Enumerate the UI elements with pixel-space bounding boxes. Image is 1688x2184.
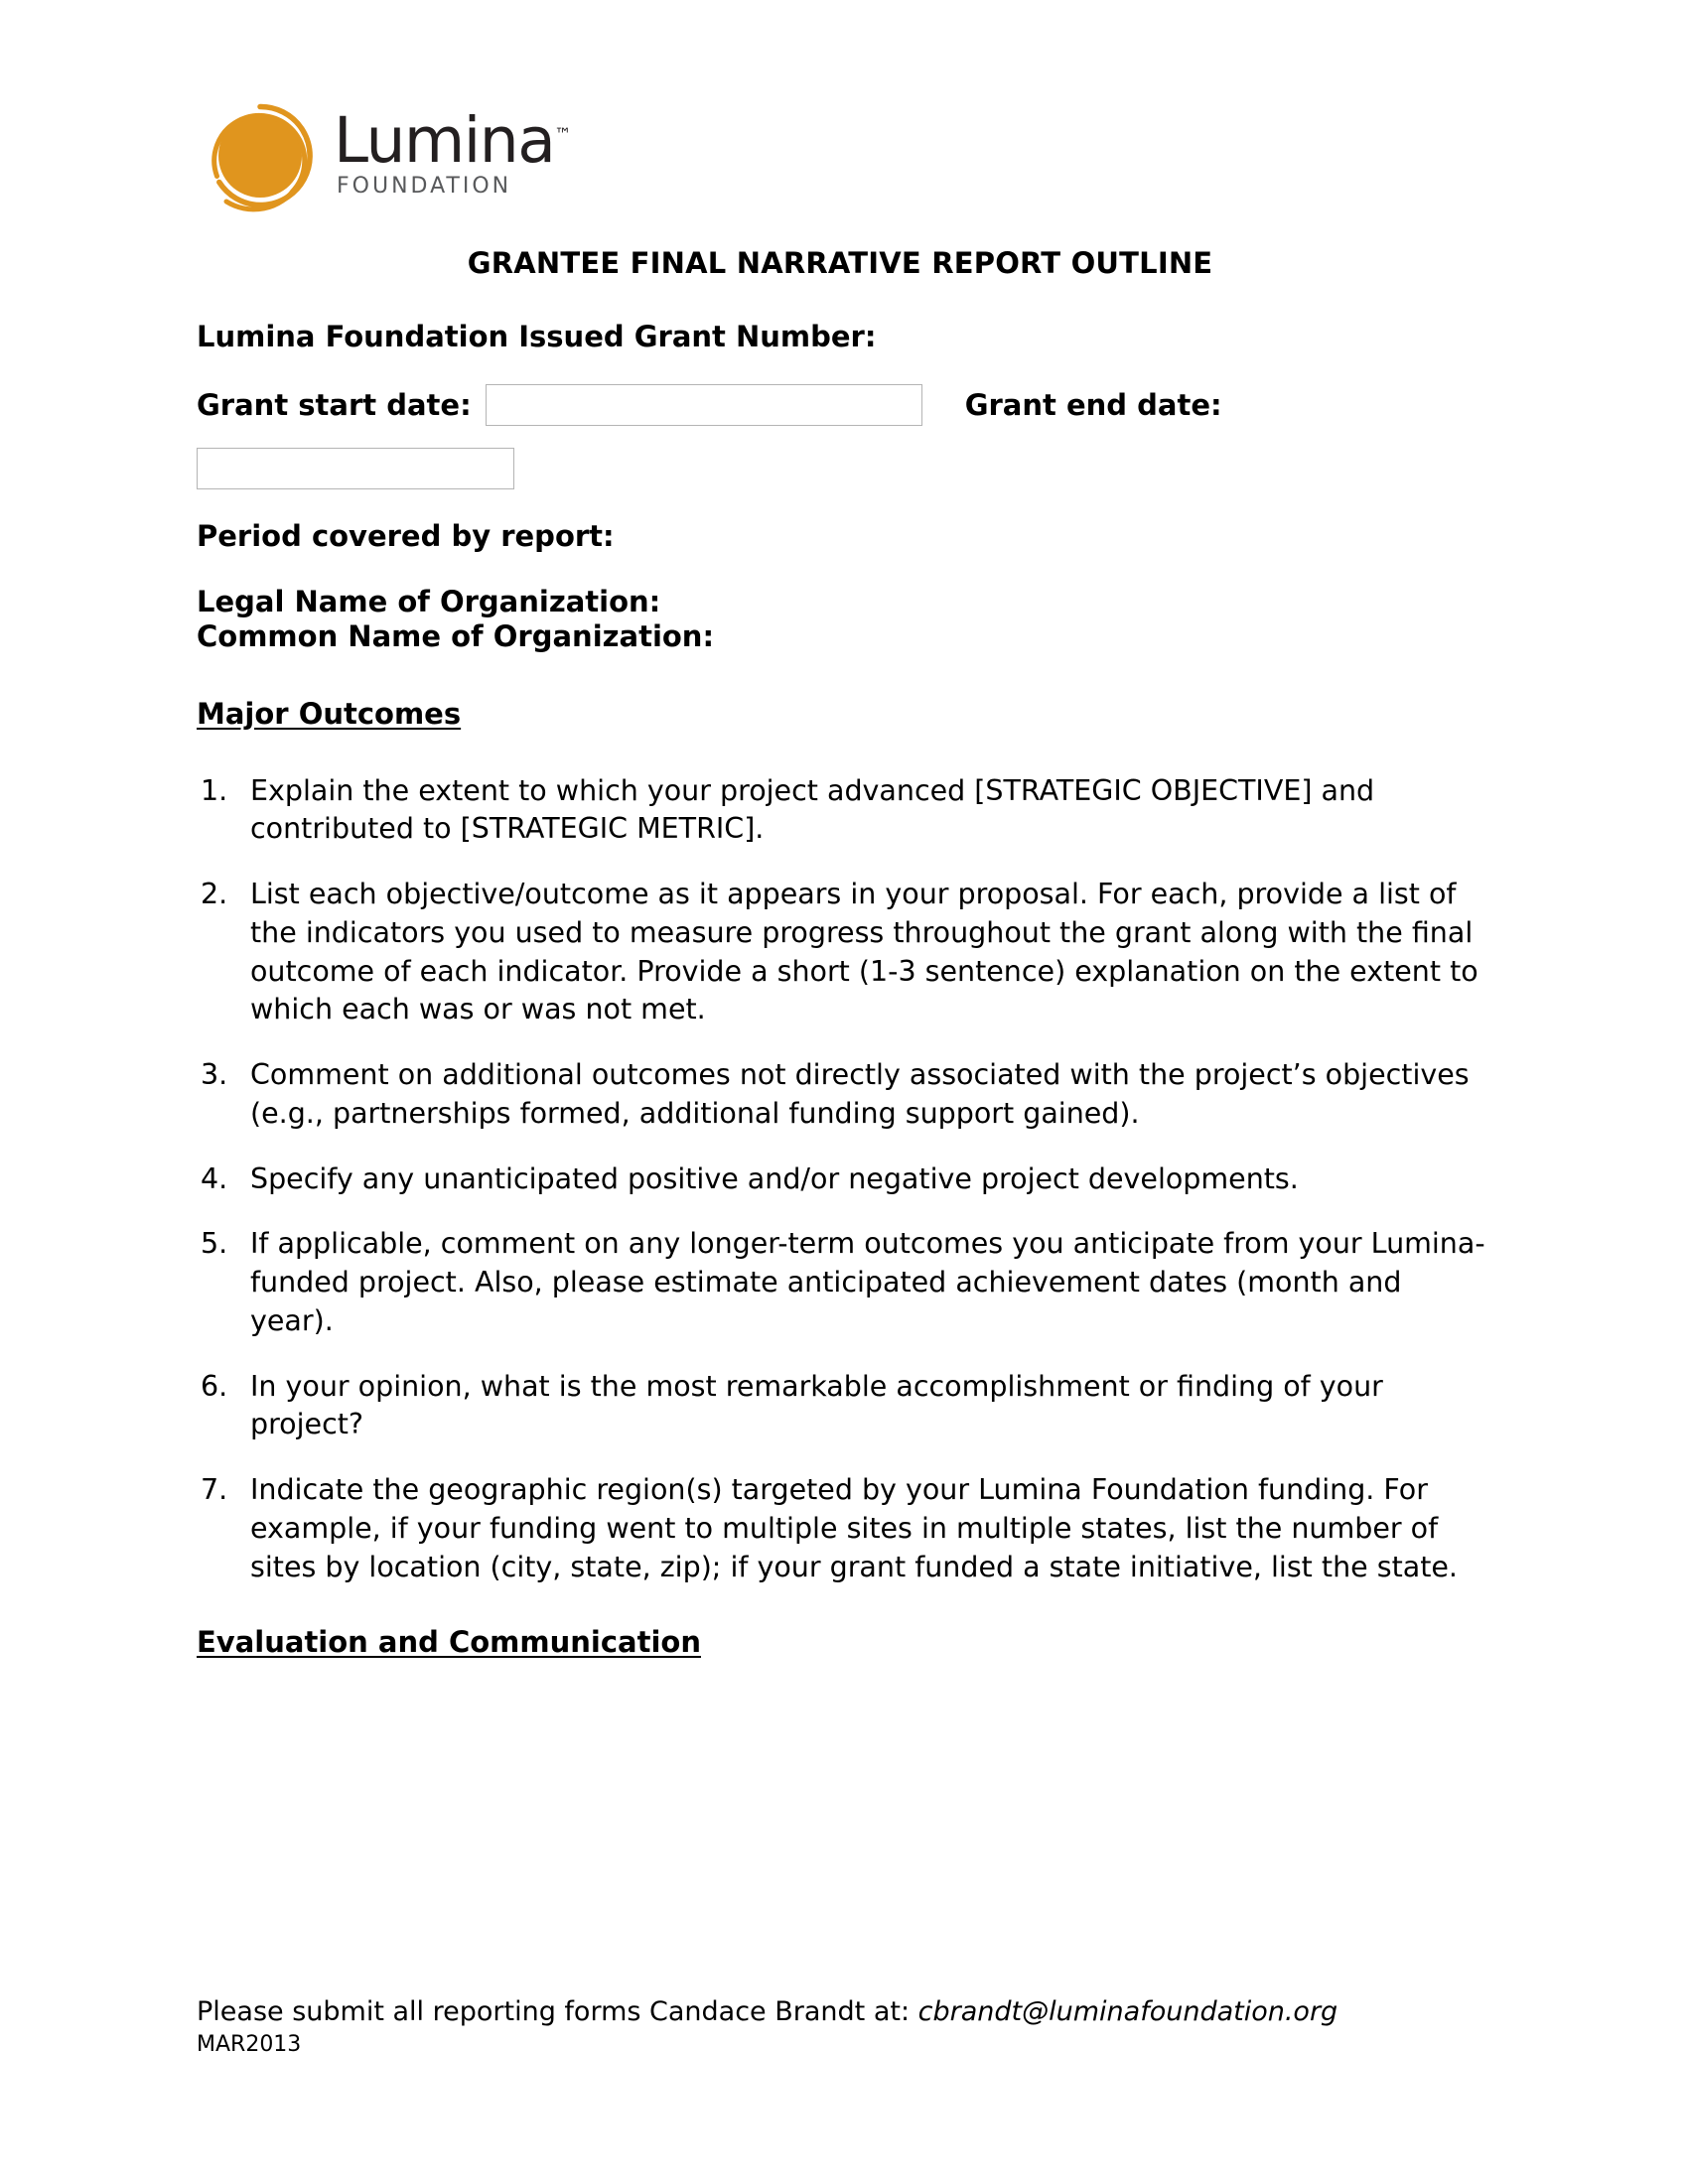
footer-revision-code: MAR2013 <box>197 2032 302 2058</box>
footer-submit-line <box>197 1995 1507 2029</box>
logo-lumina-label: Lumina <box>334 103 555 177</box>
major-outcomes-question-list <box>197 772 1487 1587</box>
grant-number-label: Lumina Foundation Issued Grant Number: <box>197 320 877 353</box>
logo-subtitle: FOUNDATION <box>337 174 512 200</box>
legal-name-label: Legal Name of Organization: <box>197 584 661 618</box>
page-title: GRANTEE FINAL NARRATIVE REPORT OUTLINE <box>467 246 1213 280</box>
page-footer <box>197 1995 1507 2060</box>
common-name-label: Common Name of Organization: <box>197 619 715 654</box>
spacer <box>197 489 1487 519</box>
lumina-foundation-logo <box>197 91 571 220</box>
spacer <box>197 555 1487 585</box>
list-item: Comment on additional outcomes not directly associated with the project’s objectives (e.g., partnerships formed, additional funding support gained). <box>250 1058 1470 1130</box>
grant-end-date-row <box>197 448 1487 489</box>
document-body <box>197 320 1487 1659</box>
grant-start-date-input[interactable] <box>486 384 922 426</box>
trademark-icon: ™ <box>554 124 572 145</box>
spacer <box>197 685 1487 697</box>
spacer <box>197 760 1487 772</box>
evaluation-heading-wrap <box>197 1625 1487 1659</box>
spacer <box>197 731 1487 760</box>
grant-end-date-label: Grant end date: <box>964 388 1222 423</box>
list-item: In your opinion, what is the most remarkable accomplishment or finding of your project? <box>250 1369 1383 1441</box>
grant-dates-row <box>197 384 1487 426</box>
period-covered-label: Period covered by report: <box>197 519 615 554</box>
grant-end-date-input[interactable] <box>197 448 514 489</box>
logo-wordmark-text <box>334 103 572 177</box>
major-outcomes-heading-wrap <box>197 697 1487 731</box>
footer-email-address[interactable]: cbrandt@luminafoundation.org <box>917 1996 1338 2027</box>
spacer <box>197 655 1487 685</box>
evaluation-and-communication-heading: Evaluation and Communication <box>197 1625 701 1660</box>
grant-start-date-label: Grant start date: <box>197 388 472 423</box>
footer-submit-text: Please submit all reporting forms Candace Brandt at: <box>197 1996 918 2027</box>
logo-wordmark <box>334 103 572 202</box>
list-item: Explain the extent to which your project advanced [STRATEGIC OBJECTIVE] and contributed to [STRATEGIC METRIC]. <box>250 773 1375 846</box>
lumina-sun-mark-icon <box>197 92 324 219</box>
major-outcomes-heading: Major Outcomes <box>197 696 462 731</box>
list-item: Specify any unanticipated positive and/or negative project developments. <box>250 1161 1299 1195</box>
spacer <box>197 1613 1487 1625</box>
list-item: If applicable, comment on any longer-term outcomes you anticipate from your Lumina-funded project. Also, please estimate anticipated achievement dates (month and year). <box>250 1227 1485 1337</box>
spacer <box>197 354 1487 384</box>
list-item: List each objective/outcome as it appears in your proposal. For each, provide a list of the indicators you used to measure progress throughout the grant along with the final outcome of each indicator. Provide a short (1-3 sentence) explanation on the extent to which each was or was not met. <box>250 878 1478 1026</box>
list-item: Indicate the geographic region(s) targeted by your Lumina Foundation funding. For example, if your funding went to multiple sites in multiple states, list the number of sites by location (city, state, zip); if your grant funded a state initiative, list the state. <box>250 1473 1458 1583</box>
